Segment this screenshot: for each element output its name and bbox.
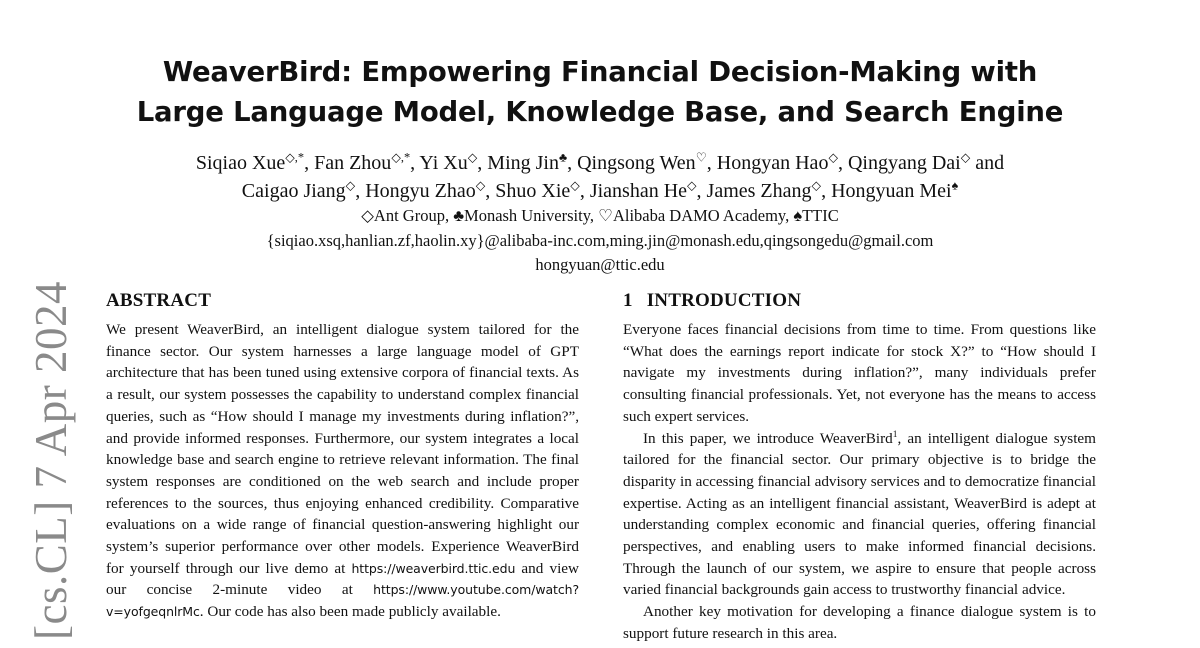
author-line-2 — [0, 177, 1200, 205]
author-name: Ming Jin — [487, 152, 559, 174]
author-name: Yi Xu — [419, 152, 468, 174]
author-separator: , — [821, 180, 832, 202]
author-line-1 — [0, 149, 1200, 177]
abstract-section — [106, 288, 579, 623]
author-separator: , — [696, 180, 707, 202]
intro-paragraph-3: Another key motivation for developing a finance dialogue system is to support future research in this area. — [623, 603, 1096, 642]
affiliation-marker: ♡ — [695, 150, 707, 165]
abstract-text-part-1: We present WeaverBird, an intelligent dialogue system tailored for the finance sector. Our system harnesses a large language model of GPT architecture that has been tuned using extensive corpora of financial texts. As a result, our system possesses the capability to understand complex financial queries, such as “How should I manage my investments during inflation?”, and provide informed responses. Furthermore, our system integrates a local knowledge base and search engine to retrieve relevant information. The final system responses are conditioned on the web search and include proper references to the sources, thus enjoying enhanced credibility. Comparative evaluations on a wide range of financial question-answering highlight our system’s superior performance over other models. Experience WeaverBird for yourself through our live demo at — [106, 321, 579, 577]
affiliation-marker: ◇ — [811, 178, 822, 193]
author-name: Caigao Jiang — [241, 180, 346, 202]
contact-emails — [0, 229, 1200, 277]
affiliations: ◇Ant Group, ♣Monash University, ♡Alibaba DAMO Academy, ♠TTIC — [361, 206, 839, 225]
author-name: Hongyuan Mei — [831, 180, 952, 202]
title-line-1: WeaverBird: Empowering Financial Decision-Making with — [162, 56, 1038, 88]
author-name: Fan Zhou — [314, 152, 392, 174]
introduction-heading — [623, 288, 1096, 314]
author-name: Qingsong Wen — [577, 152, 696, 174]
affiliation-marker: ◇ — [687, 178, 697, 193]
paper-title — [0, 52, 1200, 132]
intro-paragraph-2-part-2: , an intelligent dialogue system tailored for the financial sector. Our primary objective is to bridge the disparity in accessing financial advisory services and to democratize financial expertise. Acting as an intelligent financial assistant, WeaverBird is adept at understanding complex economic and financial queries, offering financial perspectives, and enabling users to make informed financial decisions. Through the launch of our system, we aspire to ensure that people across varied financial backgrounds gain access to trustworthy financial advice. — [623, 429, 1096, 599]
author-name: Hongyan Hao — [716, 152, 829, 174]
abstract-text — [106, 319, 579, 623]
emails-line-2: hongyuan@ttic.edu — [535, 255, 665, 274]
affiliation-marker: ◇,* — [391, 150, 411, 165]
demo-link[interactable]: https://weaverbird.ttic.edu — [351, 560, 516, 576]
intro-paragraph-2-part-1: In this paper, we introduce WeaverBird — [643, 429, 893, 447]
abstract-text-part-3: . Our code has also been made publicly available. — [199, 603, 501, 621]
author-separator: , — [355, 180, 366, 202]
author-separator: , — [477, 152, 488, 174]
arxiv-side-stamp: [cs.CL] 7 Apr 2024 — [26, 281, 76, 640]
abstract-heading: ABSTRACT — [106, 290, 212, 311]
introduction-section — [623, 288, 1096, 645]
author-name: Hongyu Zhao — [365, 180, 476, 202]
affiliation-marker: ◇ — [960, 150, 971, 165]
affiliation-marker: ♠ — [951, 178, 959, 193]
author-separator: , — [304, 152, 315, 174]
affiliation-marker: ◇ — [475, 178, 486, 193]
video-link[interactable]: https://www.youtube.com/watch?v=yofgeqnlrMc — [106, 582, 579, 620]
section-title: INTRODUCTION — [646, 290, 802, 311]
footnote-marker[interactable]: 1 — [892, 429, 898, 440]
author-separator: and — [970, 152, 1005, 174]
author-list — [0, 149, 1200, 205]
author-separator: , — [567, 152, 578, 174]
author-separator: , — [837, 152, 848, 174]
abstract-text-part-2: and view our concise 2-minute video at — [106, 559, 580, 599]
author-name: Shuo Xie — [495, 180, 571, 202]
author-separator: , — [410, 152, 420, 174]
title-line-2: Large Language Model, Knowledge Base, and Search Engine — [136, 96, 1064, 128]
intro-paragraph-2 — [623, 428, 1096, 602]
author-separator: , — [706, 152, 717, 174]
affiliation-marker: ◇ — [828, 150, 838, 165]
intro-paragraph-1: Everyone faces financial decisions from time to time. From questions like “What does the earnings report indicate for stock X?” to “How should I navigate my investments during inflation?”, many individuals prefer consulting financial professionals. Yet, not everyone has the means to access such expert services. — [623, 321, 1096, 425]
emails-line-1: {siqiao.xsq,hanlian.zf,haolin.xy}@alibaba-inc.com,ming.jin@monash.edu,qingsongedu@gmail.com — [266, 231, 934, 250]
affiliation-marker: ◇,* — [285, 150, 305, 165]
affiliation-marker: ♣ — [558, 150, 568, 165]
author-name: Siqiao Xue — [195, 152, 286, 174]
affiliation-marker: ◇ — [467, 150, 478, 165]
affiliation-marker: ◇ — [345, 178, 356, 193]
author-name: James Zhang — [706, 180, 812, 202]
author-separator: , — [485, 180, 496, 202]
section-number: 1 — [623, 290, 633, 311]
author-separator: , — [579, 180, 590, 202]
affiliation-marker: ◇ — [570, 178, 580, 193]
author-name: Qingyang Dai — [847, 152, 961, 174]
author-name: Jianshan He — [589, 180, 688, 202]
